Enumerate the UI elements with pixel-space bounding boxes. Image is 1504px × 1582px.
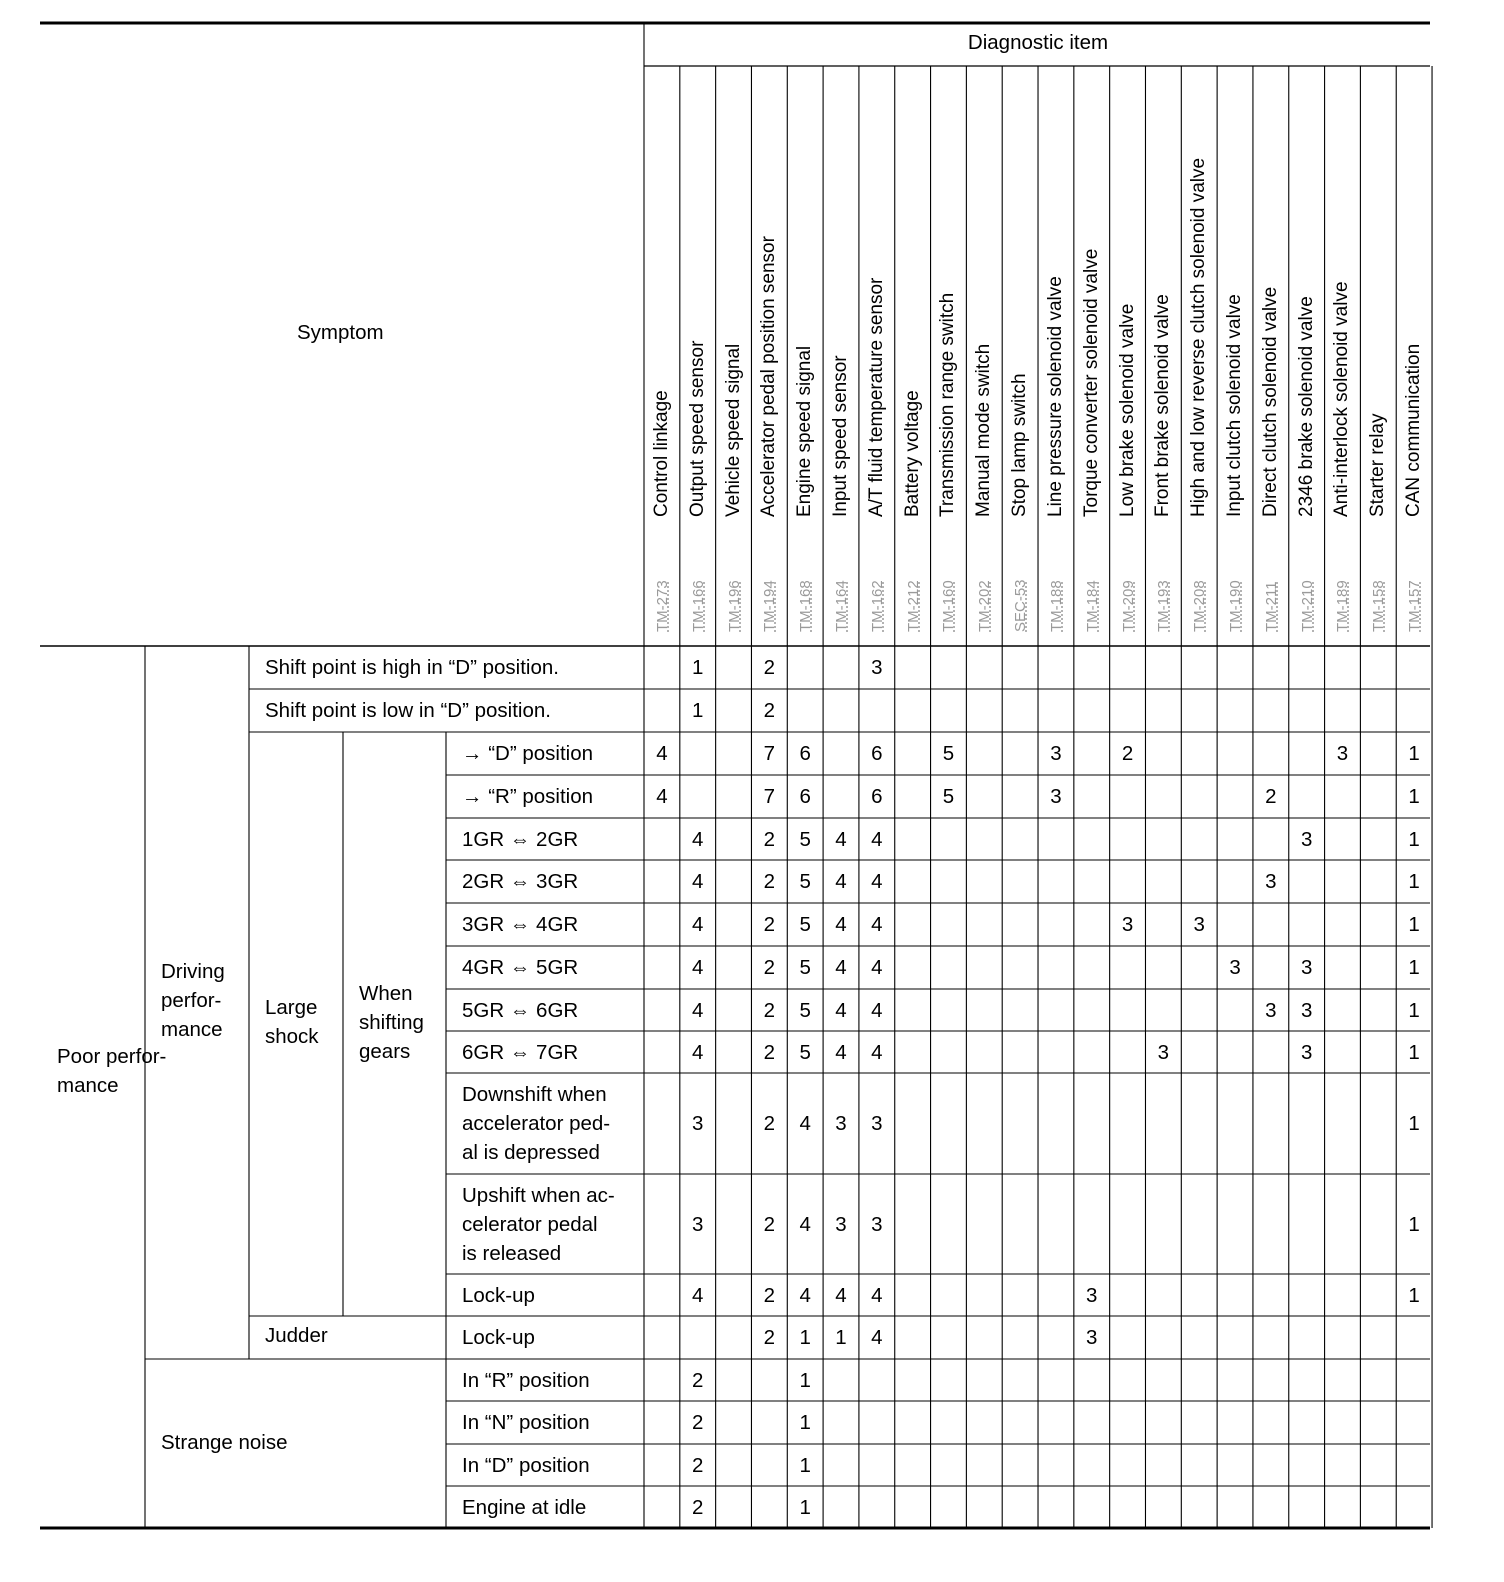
priority-value: 2 [763,1326,776,1349]
column-reference-link[interactable]: TM-212 [904,580,922,632]
column-reference-link[interactable]: TM-168 [797,580,815,632]
priority-value: 4 [871,870,883,893]
column-reference-link[interactable]: TM-184 [1083,580,1101,632]
priority-value: 3 [1300,827,1313,851]
priority-value: 2 [763,827,776,851]
priority-value: 1 [1408,742,1420,765]
column-header-name: Output speed sensor [686,340,708,517]
symptom-row-label: → “D” position [462,742,594,765]
priority-value: 4 [692,913,704,936]
priority-value: 5 [942,785,955,808]
priority-value: 1 [1408,913,1420,936]
column-header-name: Torque converter solenoid valve [1080,248,1102,517]
priority-value: 1 [799,1411,811,1434]
symptom-row-label: Lock-up [462,1326,535,1349]
priority-value: 2 [763,913,776,936]
priority-value: 5 [799,827,811,851]
column-header-name: Front brake solenoid valve [1152,294,1174,517]
priority-value: 2 [763,870,776,893]
column-reference-link[interactable]: TM-196 [725,580,743,632]
priority-value: 3 [1086,1283,1098,1307]
priority-value: 4 [692,998,704,1022]
column-reference-link[interactable]: TM-193 [1155,580,1173,632]
priority-value: 2 [763,1212,776,1236]
priority-value: 3 [871,1212,883,1236]
priority-value: 3 [835,1212,847,1236]
priority-value: 4 [871,1040,883,1064]
symptom-header: Symptom [297,321,384,344]
symptom-row-label: 3GR ⇔ 4GR [462,913,579,936]
priority-value: 1 [835,1326,847,1349]
symptom-row-label: 6GR ⇔ 7GR [462,1040,579,1064]
priority-value: 4 [692,870,704,893]
priority-value: 4 [871,1326,883,1349]
column-header-name: Control linkage [650,390,672,517]
priority-value: 4 [692,956,704,979]
column-header-name: Anti-interlock solenoid valve [1331,281,1353,517]
symptom-row-label: 1GR ⇔ 2GR [462,827,579,851]
priority-value: 4 [871,956,883,979]
priority-value: 3 [1050,742,1062,765]
priority-value: 2 [763,1283,776,1307]
priority-value: 4 [799,1112,811,1135]
priority-value: 3 [1121,913,1134,936]
priority-value: 6 [871,785,883,808]
column-header-name: Input speed sensor [830,355,851,517]
group-driving-performance: Driving perfor- mance [161,960,225,1041]
priority-value: 1 [692,699,704,722]
column-reference-link[interactable]: TM-162 [868,580,886,632]
column-header-name: Accelerator pedal position sensor [758,236,780,517]
priority-value: 4 [692,827,704,851]
symptom-row-label: In “N” position [462,1411,590,1434]
priority-value: 4 [871,998,883,1022]
column-header-name: Line pressure solenoid valve [1044,276,1066,517]
column-header-name: 2346 brake solenoid valve [1295,296,1317,517]
priority-value: 2 [1121,742,1134,765]
column-reference-link[interactable]: TM-158 [1370,580,1388,632]
priority-value: 4 [835,870,847,893]
symptom-row-label: In “D” position [462,1453,590,1477]
column-reference-link[interactable]: TM-190 [1227,580,1245,632]
priority-value: 2 [763,998,776,1022]
priority-value: 4 [871,827,883,851]
priority-value: 5 [799,1040,811,1064]
priority-value: 6 [799,742,811,765]
column-header-name: Battery voltage [901,390,923,517]
priority-value: 4 [692,1283,704,1307]
priority-value: 5 [799,870,811,893]
priority-value: 2 [692,1411,704,1434]
priority-value: 5 [942,742,955,765]
priority-value: 3 [1265,870,1277,893]
priority-value: 1 [1408,870,1420,893]
priority-value: 4 [835,913,847,936]
priority-value: 3 [871,1112,883,1135]
symptom-row-label: 4GR ⇔ 5GR [462,956,579,979]
symptom-row-label: 5GR ⇔ 6GR [462,998,579,1022]
column-reference-link[interactable]: TM-160 [940,580,958,632]
priority-value: 1 [799,1453,811,1477]
priority-value: 2 [763,1040,776,1064]
priority-value: 3 [835,1112,847,1135]
priority-value: 1 [1408,1212,1420,1236]
column-reference-link[interactable]: TM-164 [833,580,850,632]
priority-value: 4 [799,1212,811,1236]
priority-value: 6 [799,785,811,808]
priority-value: 1 [799,1495,811,1519]
priority-value: 4 [871,913,883,936]
priority-value: 3 [1300,1040,1313,1064]
priority-value: 2 [692,1453,704,1477]
column-header-name: Manual mode switch [973,343,995,517]
group-poor-performance: Poor perfor- mance [57,1045,167,1097]
priority-value: 3 [1336,742,1349,765]
column-header-name: Transmission range switch [937,292,959,517]
priority-value: 4 [835,1040,847,1064]
priority-value: 4 [799,1283,811,1307]
symptom-row-label: Shift point is low in “D” position. [265,699,551,722]
symptom-row-label: Lock-up [462,1283,535,1307]
priority-value: 3 [692,1112,704,1135]
column-header-name: Low brake solenoid valve [1116,303,1138,517]
priority-value: 3 [1157,1040,1170,1064]
symptom-row-label: → “R” position [462,785,594,808]
group-judder: Judder [265,1324,328,1347]
priority-value: 2 [763,656,776,679]
priority-value: 1 [1408,1040,1420,1064]
diagnostic-item-header: Diagnostic item [967,31,1109,54]
symptom-row-label: Engine at idle [462,1495,587,1519]
group-when-shifting-gears: When shifting gears [359,982,424,1063]
column-reference-link[interactable]: TM-202 [976,580,994,632]
column-reference-link[interactable]: TM-273 [653,580,671,632]
priority-value: 5 [799,913,811,936]
symptom-row-label: In “R” position [462,1368,590,1392]
priority-value: 1 [1408,1112,1420,1135]
symptom-row-label: 2GR ⇔ 3GR [462,870,579,893]
priority-value: 2 [692,1368,704,1392]
priority-value: 3 [1265,998,1277,1022]
priority-value: 3 [1193,913,1205,936]
column-header-name: Direct clutch solenoid valve [1259,286,1281,517]
priority-value: 1 [1408,827,1420,851]
column-header-name: High and low reverse clutch solenoid valve [1188,157,1210,517]
symptom-row-label: Downshift when accelerator ped- al is depressed [462,1083,611,1164]
column-header-name: A/T fluid temperature sensor [865,277,887,517]
priority-value: 3 [1086,1326,1098,1349]
column-header-name: Vehicle speed signal [722,343,744,517]
priority-value: 4 [692,1040,704,1064]
column-header-name: Input clutch solenoid valve [1224,294,1246,517]
priority-value: 3 [871,656,883,679]
priority-value: 1 [1408,1283,1420,1307]
priority-value: 2 [1265,785,1277,808]
column-reference-link[interactable]: TM-157 [1406,580,1424,632]
priority-value: 5 [799,956,811,979]
column-header-name: Engine speed signal [794,345,816,517]
priority-value: 1 [799,1368,811,1392]
group-large-shock: Large shock [265,996,319,1048]
column-reference-link[interactable]: TM-210 [1298,580,1316,632]
symptom-row-label: Upshift when ac- celerator pedal is released [462,1183,615,1265]
priority-value: 2 [692,1495,704,1519]
priority-value: 1 [1408,956,1420,979]
priority-value: 6 [871,742,883,765]
column-header-name: Stop lamp switch [1009,373,1031,517]
column-reference-link[interactable]: TM-189 [1334,580,1352,632]
column-reference-link[interactable]: TM-208 [1191,580,1209,632]
column-header-name: Starter relay [1367,413,1389,517]
column-reference-link[interactable]: TM-209 [1119,580,1137,632]
priority-value: 4 [835,827,847,851]
column-reference-link[interactable]: TM-211 [1262,581,1280,632]
priority-value: 3 [1300,998,1313,1022]
column-header-name: CAN communication [1403,343,1425,517]
column-reference-link[interactable]: TM-188 [1047,580,1065,632]
priority-value: 4 [656,785,668,808]
priority-value: 5 [799,998,811,1022]
priority-value: 4 [656,742,668,765]
priority-value: 3 [692,1212,704,1236]
priority-value: 7 [763,742,776,765]
group-strange-noise: Strange noise [161,1431,288,1454]
priority-value: 7 [763,785,776,808]
priority-value: 4 [871,1283,883,1307]
priority-value: 2 [763,1112,776,1135]
priority-value: 3 [1300,956,1313,979]
priority-value: 3 [1050,785,1062,808]
column-reference-link[interactable]: TM-194 [761,580,779,632]
priority-value: 1 [1408,785,1420,808]
priority-value: 3 [1229,956,1241,979]
symptom-row-label: Shift point is high in “D” position. [265,656,559,679]
priority-value: 1 [692,656,704,679]
priority-value: 4 [835,956,847,979]
column-reference-link[interactable]: SEC-53 [1012,579,1030,632]
priority-value: 4 [835,998,847,1022]
priority-value: 1 [1408,998,1420,1022]
priority-value: 2 [763,956,776,979]
priority-value: 2 [763,699,776,722]
column-reference-link[interactable]: TM-166 [689,580,707,632]
priority-value: 4 [835,1283,847,1307]
priority-value: 1 [799,1326,811,1349]
